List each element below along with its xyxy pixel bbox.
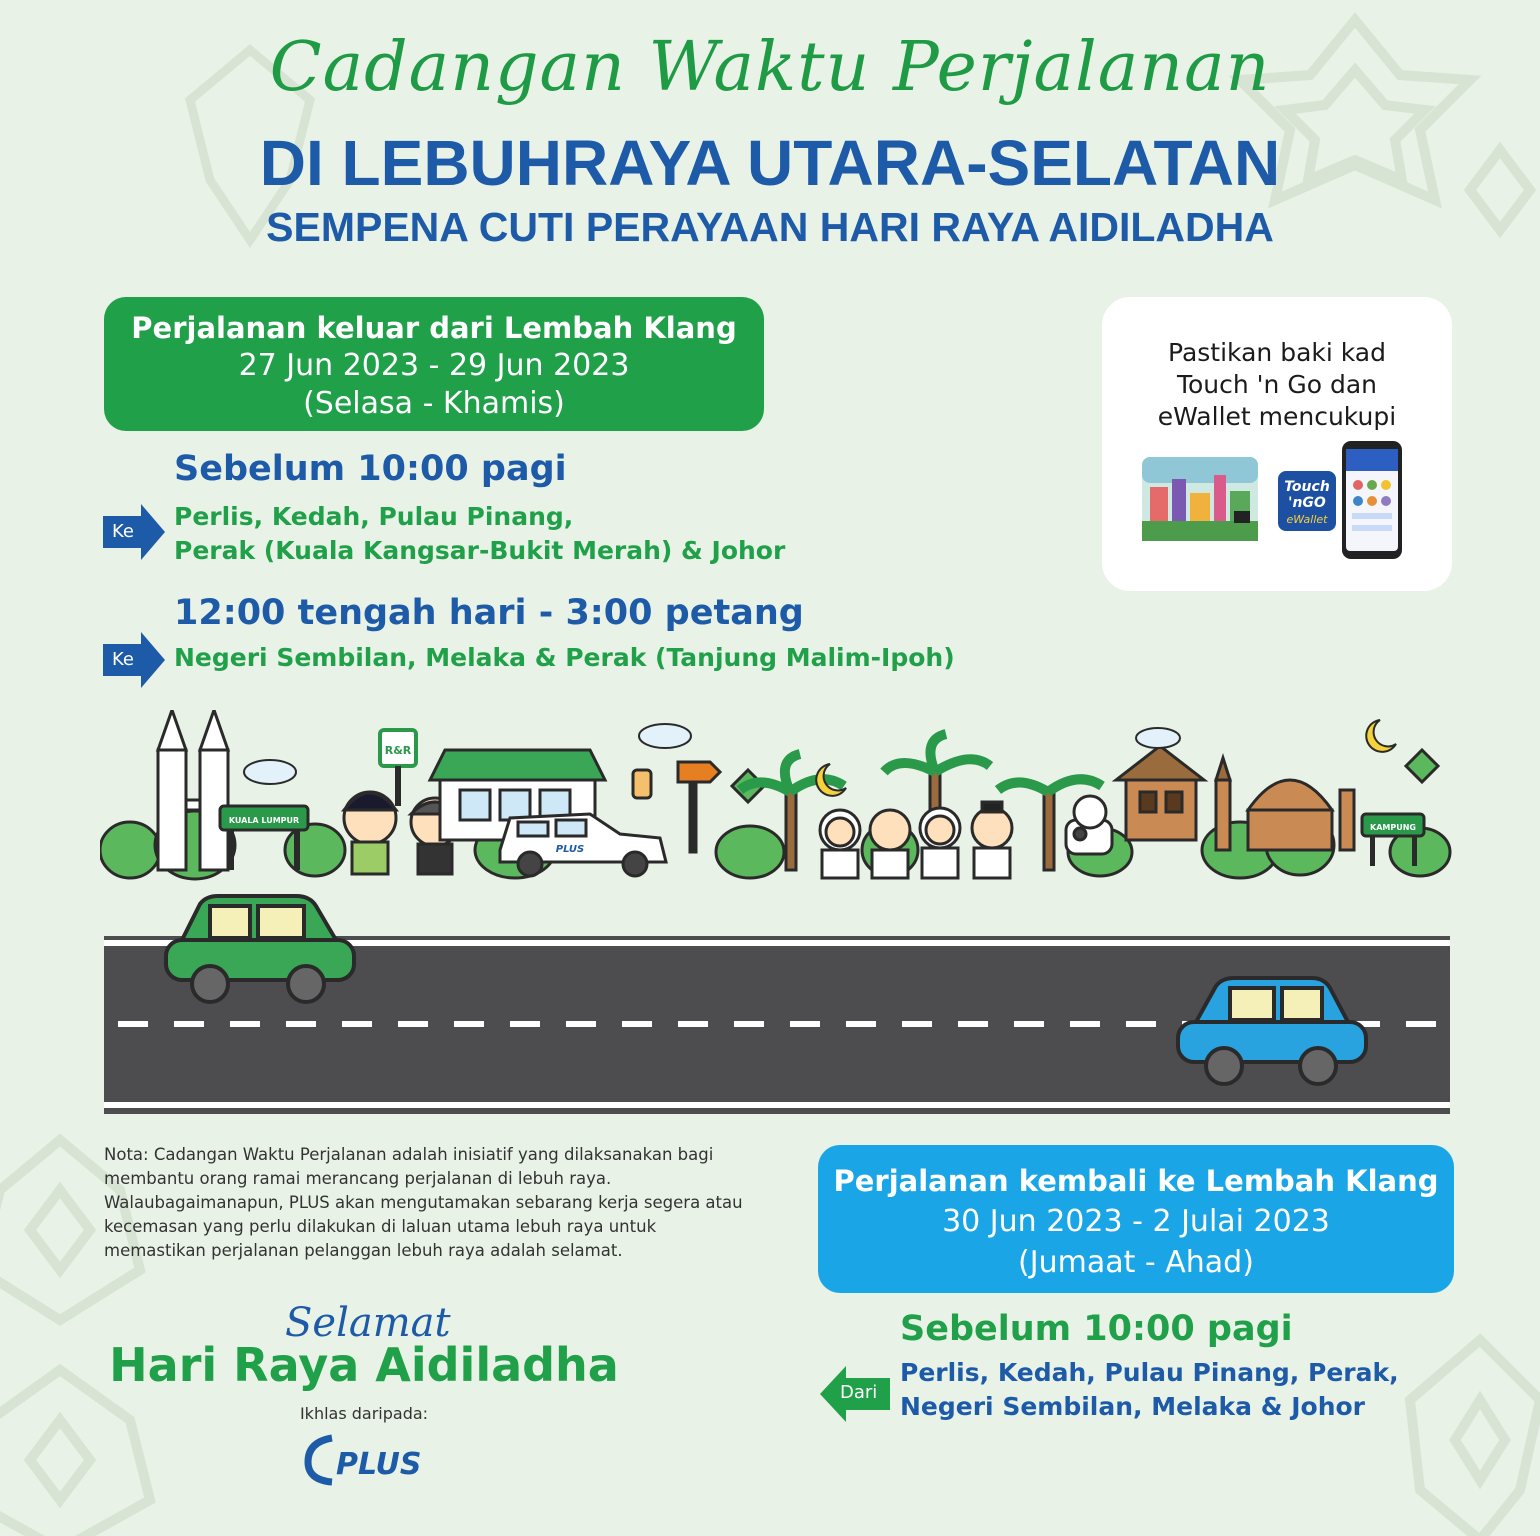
touchngo-line: Pastikan baki kad [1168,338,1386,367]
touchngo-logo-line: 'nGO [1288,495,1326,511]
touchngo-line: eWallet mencukupi [1157,402,1397,431]
return-slot-arrow-label: Dari [840,1382,878,1403]
touchngo-reminder-text [1102,337,1452,433]
destination-line: Perlis, Kedah, Pulau Pinang, Perak, [900,1358,1399,1387]
script-title: Cadangan Waktu Perjalanan [269,28,1271,107]
outbound-slot-2-destinations [174,641,955,675]
touchngo-line: Touch 'n Go dan [1176,370,1377,399]
destination-line: Perak (Kuala Kangsar-Bukit Merah) & Johor [174,536,786,565]
kuala-lumpur-sign: KUALA LUMPUR [228,816,300,825]
plus-logo-icon [302,1428,432,1488]
touchngo-logo-line: eWallet [1286,513,1328,526]
rr-sign: R&R [384,744,412,757]
outbound-slot-1-arrow-label: Ke [112,521,134,542]
return-box-days: (Jumaat - Ahad) [1018,1245,1254,1280]
return-period-box [818,1145,1454,1293]
return-box-title: Perjalanan kembali ke Lembah Klang [833,1164,1439,1198]
touchngo-logo-icon [1278,471,1336,531]
scenery-illustration [100,710,1456,890]
outbound-box-days: (Selasa - Khamis) [303,386,565,421]
return-box-dates: 30 Jun 2023 - 2 Julai 2023 [942,1204,1330,1239]
touchngo-card-icon [1142,457,1262,547]
phone-icon [1342,441,1404,561]
touchngo-logo-line: Touch [1284,479,1330,495]
outbound-box-dates: 27 Jun 2023 - 29 Jun 2023 [238,348,630,383]
destination-line: Perlis, Kedah, Pulau Pinang, [174,502,574,531]
kampung-sign: KAMPUNG [1370,823,1416,832]
outbound-period-box [104,297,764,431]
page-subtitle: SEMPENA CUTI PERAYAAN HARI RAYA AIDILADHA [266,204,1274,250]
plus-logo-text: PLUS [336,1447,422,1482]
outbound-slot-2-arrow-label: Ke [112,649,134,670]
plus-car-label: PLUS [555,844,585,855]
page-title: DI LEBUHRAYA UTARA-SELATAN [259,127,1281,199]
ornament-bottom-right-icon [1380,1320,1540,1536]
note-text: Nota: Cadangan Waktu Perjalanan adalah inisiatif yang dilaksanakan bagi membantu orang ramai merancang perjalanan di lebuh raya. Walaubagaimanapun, PLUS akan mengutamakan sebarang kerja segera atau kecemasan yang perlu dilakukan di laluan utama lebuh raya untuk memastikan perjalanan pelanggan lebuh raya adalah selamat. [104,1145,743,1260]
greeting-ikhlas: Ikhlas daripada: [299,1404,429,1423]
greeting-hari-raya: Hari Raya Aidiladha [109,1338,619,1392]
destination-line: Negeri Sembilan, Melaka & Johor [900,1392,1366,1421]
greeting-selamat: Selamat [285,1300,451,1346]
touchngo-reminder-box [1102,297,1452,591]
destination-line: Negeri Sembilan, Melaka & Perak (Tanjung Malim-Ipoh) [174,643,955,672]
outbound-slot-2-time: 12:00 tengah hari - 3:00 petang [174,593,804,633]
return-slot-destinations [900,1356,1399,1424]
outbound-box-title: Perjalanan keluar dari Lembah Klang [131,311,737,345]
outbound-slot-1-time: Sebelum 10:00 pagi [174,449,567,489]
return-slot-time: Sebelum 10:00 pagi [900,1309,1293,1349]
blue-car-icon [1172,974,1372,1090]
outbound-slot-1-destinations [174,500,785,568]
green-car-icon [160,892,360,1008]
